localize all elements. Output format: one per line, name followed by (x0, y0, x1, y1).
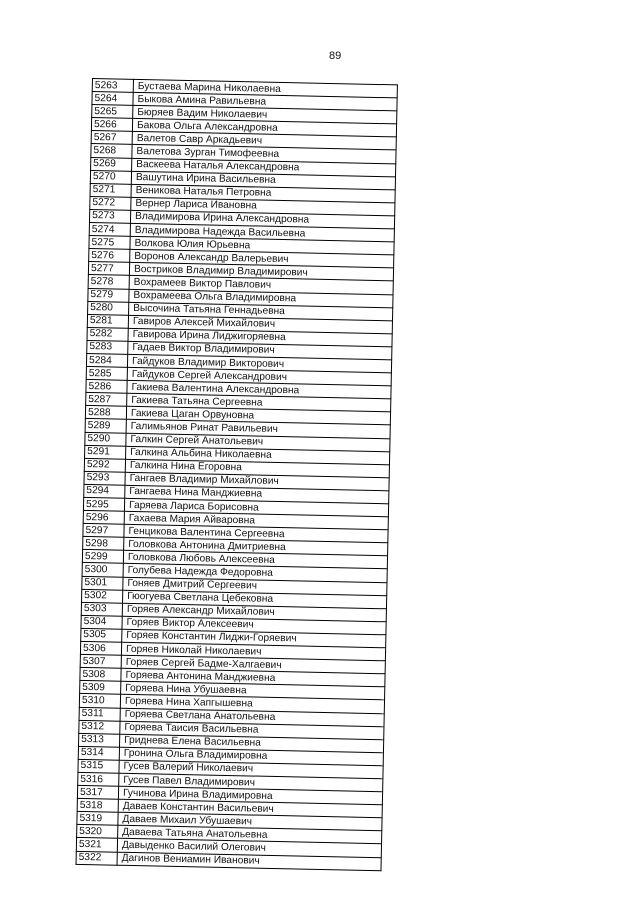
person-name: Гакиева Валентина Александровна (127, 380, 391, 399)
row-number: 5275 (89, 236, 130, 250)
person-name: Горяева Нина Убушаевна (121, 682, 385, 701)
row-number: 5320 (77, 825, 118, 839)
person-name: Валетов Савр Аркадьевич (132, 132, 396, 151)
row-number: 5291 (85, 445, 126, 459)
row-number: 5268 (91, 144, 132, 158)
row-number: 5319 (77, 812, 118, 826)
row-number: 5287 (86, 393, 127, 407)
person-name: Гавиров Алексей Михайлович (128, 315, 392, 334)
row-number: 5270 (90, 170, 131, 184)
person-name: Быкова Амина Равильевна (133, 92, 397, 111)
row-number: 5283 (87, 340, 128, 354)
person-name: Гронина Ольга Владимировна (119, 747, 383, 766)
person-name: Галимьянов Ринат Равильевич (126, 420, 390, 439)
person-name: Даваева Татьяна Анатольевна (118, 826, 382, 845)
row-number: 5302 (82, 589, 123, 603)
person-name: Даваев Михаил Убушаевич (118, 812, 382, 831)
person-name: Валетова Зурган Тимофеевна (132, 145, 396, 164)
row-number: 5299 (82, 550, 123, 564)
row-number: 5310 (79, 694, 120, 708)
row-number: 5322 (76, 851, 117, 865)
person-name: Гучинова Ирина Владимировна (118, 786, 382, 805)
row-number: 5306 (80, 641, 121, 655)
person-name: Гоняев Дмитрий Сергеевич (123, 577, 387, 596)
row-number: 5263 (92, 79, 133, 93)
person-name: Голубева Надежда Федоровна (123, 564, 387, 583)
row-number: 5317 (77, 785, 118, 799)
row-number: 5316 (78, 772, 119, 786)
row-number: 5282 (87, 327, 128, 341)
row-number: 5313 (79, 733, 120, 747)
row-number: 5284 (86, 353, 127, 367)
row-number: 5281 (87, 314, 128, 328)
person-name: Бустаева Марина Николаевна (133, 79, 397, 98)
row-number: 5303 (81, 602, 122, 616)
person-name: Галкина Нина Егоровна (125, 459, 389, 478)
row-number: 5266 (91, 118, 132, 132)
row-number: 5321 (76, 838, 117, 852)
person-name: Даваев Константин Васильевич (118, 799, 382, 818)
person-name: Васкеева Наталья Александровна (132, 158, 396, 177)
row-number: 5318 (77, 799, 118, 813)
row-number: 5312 (79, 720, 120, 734)
person-name: Востриков Владимир Владимирович (129, 263, 393, 282)
row-number: 5274 (89, 223, 130, 237)
row-number: 5311 (79, 707, 120, 721)
row-number: 5305 (81, 628, 122, 642)
person-name: Горяева Нина Хапгышевна (120, 695, 384, 714)
person-name: Владимирова Надежда Васильевна (130, 223, 394, 242)
row-number: 5309 (80, 681, 121, 695)
person-name: Гусев Павел Владимирович (119, 773, 383, 792)
row-number: 5279 (88, 288, 129, 302)
person-name: Гангаева Нина Манджиевна (125, 485, 389, 504)
person-name: Гаряева Лариса Борисовна (124, 498, 388, 517)
person-name: Головкова Антонина Дмитриевна (124, 538, 388, 557)
person-name: Вохрамеев Виктор Павлович (129, 276, 393, 295)
row-number: 5272 (90, 196, 131, 210)
person-name: Горяева Антонина Манджиевна (121, 668, 385, 687)
person-name: Гайдуков Владимир Викторович (127, 354, 391, 373)
person-name: Гриднева Елена Васильевна (119, 734, 383, 753)
row-number: 5264 (92, 92, 133, 106)
row-number: 5271 (90, 183, 131, 197)
person-name: Гадаев Виктор Владимирович (128, 341, 392, 360)
row-number: 5290 (85, 432, 126, 446)
person-name: Горяев Константин Лиджи-Горяевич (122, 629, 386, 648)
person-name: Давыденко Василий Олегович (117, 839, 381, 858)
person-name: Владимирова Ирина Александровна (130, 210, 394, 229)
person-name: Горяев Николай Николаевич (121, 642, 385, 661)
person-name: Гавирова Ирина Лиджигоряевна (128, 328, 392, 347)
person-name: Высочина Татьяна Геннадьевна (129, 302, 393, 321)
row-number: 5297 (83, 524, 124, 538)
row-number: 5298 (83, 537, 124, 551)
person-name: Гахаева Мария Айваровна (124, 511, 388, 530)
row-number: 5276 (89, 249, 130, 263)
person-name: Горяева Таисия Васильевна (120, 721, 384, 740)
person-name: Вернер Лариса Ивановна (131, 197, 395, 216)
person-name: Генцикова Валентина Сергеевна (124, 524, 388, 543)
person-name: Гакиева Татьяна Сергеевна (127, 394, 391, 413)
person-name: Горяева Светлана Анатольевна (120, 708, 384, 727)
row-number: 5314 (78, 746, 119, 760)
roster-table-container (76, 78, 398, 871)
row-number: 5277 (88, 262, 129, 276)
row-number: 5293 (84, 471, 125, 485)
row-number: 5294 (84, 484, 125, 498)
roster-table-body (76, 79, 397, 871)
row-number: 5301 (82, 576, 123, 590)
row-number: 5286 (86, 380, 127, 394)
row-number: 5300 (82, 563, 123, 577)
person-name: Веникова Наталья Петровна (131, 184, 395, 203)
person-name: Бакова Ольга Александровна (132, 119, 396, 138)
person-name: Горяев Виктор Алексеевич (122, 616, 386, 635)
person-name: Горяев Александр Михайлович (122, 603, 386, 622)
row-number: 5304 (81, 615, 122, 629)
person-name: Галкина Альбина Николаевна (126, 446, 390, 465)
row-number: 5285 (86, 367, 127, 381)
row-number: 5269 (91, 157, 132, 171)
row-number: 5315 (78, 759, 119, 773)
person-name: Гакиева Цаган Орвуновна (126, 407, 390, 426)
roster-table (76, 78, 398, 871)
page-number: 89 (329, 50, 342, 62)
row-number: 5308 (80, 668, 121, 682)
row-number: 5288 (85, 406, 126, 420)
person-name: Вохрамеева Ольга Владимировна (129, 289, 393, 308)
row-number: 5278 (88, 275, 129, 289)
person-name: Гангаев Владимир Михайлович (125, 472, 389, 491)
person-name: Волкова Юлия Юрьевна (130, 236, 394, 255)
row-number: 5280 (88, 301, 129, 315)
person-name: Гусев Валерий Николаевич (119, 760, 383, 779)
person-name: Бюряев Вадим Николаевич (133, 106, 397, 125)
person-name: Гюогуева Светлана Цебековна (123, 590, 387, 609)
row-number: 5267 (91, 131, 132, 145)
row-number: 5273 (89, 209, 130, 223)
row-number: 5292 (84, 458, 125, 472)
person-name: Воронов Александр Валерьевич (130, 250, 394, 269)
person-name: Гайдуков Сергей Александрович (127, 367, 391, 386)
person-name: Галкин Сергей Анатольевич (126, 433, 390, 452)
row-number: 5265 (92, 105, 133, 119)
person-name: Вашутина Ирина Васильевна (131, 171, 395, 190)
row-number: 5289 (85, 419, 126, 433)
row-number: 5307 (80, 655, 121, 669)
row-number: 5296 (83, 511, 124, 525)
person-name: Головкова Любовь Алексеевна (123, 551, 387, 570)
person-name: Горяев Сергей Бадме-Халгаевич (121, 655, 385, 674)
row-number: 5295 (83, 497, 124, 511)
person-name: Дагинов Вениамин Иванович (117, 852, 381, 871)
